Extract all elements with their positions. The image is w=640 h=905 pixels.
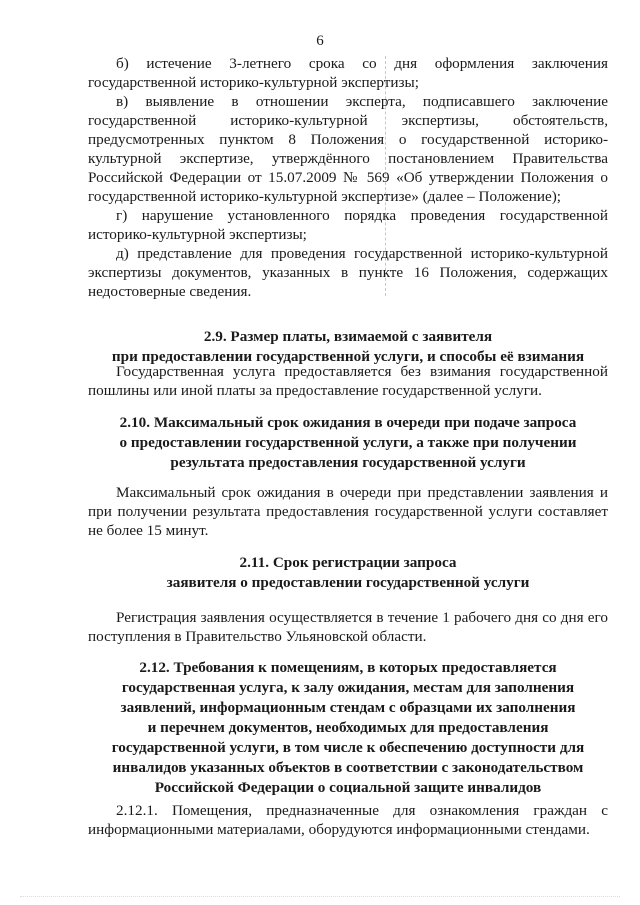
paragraph: Государственная услуга предоставляется без взимания государственной пошлины или иной платы за предоставление государственной услуги. — [88, 363, 608, 399]
heading-line: инвалидов указанных объектов в соответствии с законодательством — [112, 759, 584, 776]
heading-line: 2.10. Максимальный срок ожидания в очереди при подаче запроса — [119, 414, 577, 431]
section-2-12-heading — [88, 658, 608, 798]
paragraph: 2.12.1. Помещения, предназначенные для ознакомления граждан с информационными материалами, оборудуются информационными стендами. — [88, 802, 608, 838]
list-item-b: б) истечение 3-летнего срока со дня оформления заключения государственной историко-культурной экспертизы; — [88, 55, 608, 91]
heading-line: и перечнем документов, необходимых для предоставления — [147, 719, 549, 736]
section-2-10-heading — [88, 413, 608, 473]
paragraph: Максимальный срок ожидания в очереди при представлении заявления и при получении результата предоставления государственной услуги составляет не более 15 минут. — [88, 484, 608, 539]
section-2-11-body — [88, 608, 608, 646]
heading-line: государственная услуга, к залу ожидания, местам для заполнения — [121, 679, 575, 696]
section-2-10-body — [88, 483, 608, 540]
heading-line: заявителя о предоставлении государственной услуги — [166, 574, 530, 591]
heading-line: Российской Федерации о социальной защите инвалидов — [154, 779, 542, 796]
heading-line: при предоставлении государственной услуги, и способы её взимания — [111, 348, 585, 365]
heading-line: заявлений, информационным стендам с образцами их заполнения — [120, 699, 576, 716]
heading-line: 2.11. Срок регистрации запроса — [239, 554, 457, 571]
heading-line: 2.12. Требования к помещениям, в которых предоставляется — [139, 659, 557, 676]
heading-line: 2.9. Размер платы, взимаемой с заявителя — [203, 328, 493, 345]
list-item-d: д) представление для проведения государственной историко-культурной экспертизы документов, указанных в пункте 16 Положения, содержащих недостоверные сведения. — [88, 245, 608, 300]
heading-line: результата предоставления государственной услуги — [170, 454, 526, 471]
section-2-9-heading — [88, 327, 608, 367]
section-2-12-body — [88, 801, 608, 839]
section-2-9-body — [88, 362, 608, 400]
page-number: 6 — [316, 33, 324, 49]
section-2-11-heading — [88, 553, 608, 593]
paragraph: Регистрация заявления осуществляется в течение 1 рабочего дня со дня его поступления в Правительство Ульяновской области. — [88, 609, 608, 645]
heading-line: о предоставлении государственной услуги, а также при получении — [119, 434, 577, 451]
list-item-v: в) выявление в отношении эксперта, подписавшего заключение государственной историко-культурной экспертизы, обстоятельств, предусмотренных пунктом 8 Положения о государственной историко-культурной экспертизе, утверждённого постановлением Правительства Российской Федерации от 15.07.2009 № 569 «Об утверждении Положения о государственной историко-культурной экспертизе» (далее – Положение); — [88, 93, 608, 205]
reasons-list — [88, 54, 608, 301]
heading-line: государственной услуги, в том числе к обеспечению доступности для — [111, 739, 585, 756]
scan-edge-noise — [20, 896, 620, 899]
list-item-g: г) нарушение установленного порядка проведения государственной историко-культурной экспертизы; — [88, 207, 608, 243]
